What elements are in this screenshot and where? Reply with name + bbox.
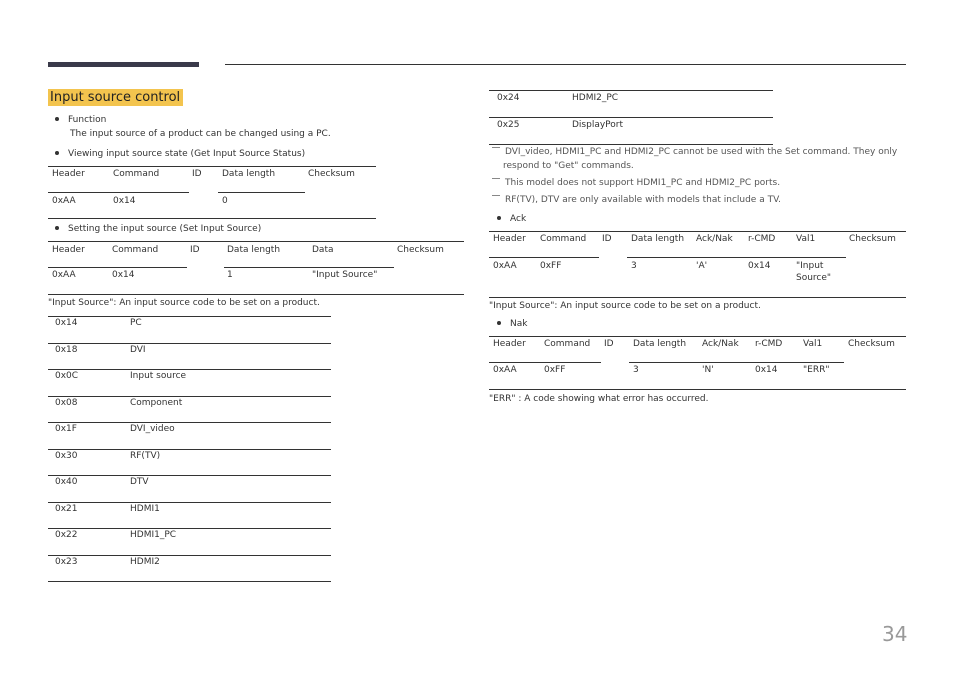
table-header-cell: Checksum — [849, 234, 896, 244]
table-header-cell: r-CMD — [755, 339, 783, 349]
code-cell: 0x18 — [55, 344, 78, 355]
header-rule — [225, 64, 906, 65]
source-name-cell: PC — [130, 318, 142, 328]
bullet-dot-icon — [497, 216, 501, 220]
table-cell: 'N' — [702, 365, 714, 375]
err-description: "ERR" : A code showing what error has occurred. — [489, 394, 709, 404]
note-dash-icon — [492, 178, 500, 179]
bullet-dot-icon — [55, 117, 59, 121]
table-cell: 0xAA — [52, 196, 76, 206]
table-cell: Source" — [796, 273, 832, 283]
table-header-cell: ID — [602, 234, 612, 244]
table-cell: "ERR" — [803, 365, 830, 375]
table-header-cell: Header — [493, 339, 526, 349]
section-title: Input source control — [48, 89, 183, 106]
source-name-cell: DTV — [130, 477, 149, 487]
input-source-description-right: "Input Source": An input source code to be set on a product. — [489, 301, 761, 311]
input-source-description: "Input Source": An input source code to be set on a product. — [48, 298, 320, 308]
table-header-cell: Header — [493, 234, 526, 244]
table-cell: 3 — [631, 261, 637, 271]
page-number: 34 — [882, 622, 908, 646]
table-header-cell: Data length — [633, 339, 687, 349]
table-header-cell: Ack/Nak — [702, 339, 739, 349]
table-header-cell: Command — [544, 339, 591, 349]
table-cell: "Input — [796, 261, 824, 271]
note-tv-models: RF(TV), DTV are only available with models that include a TV. — [492, 195, 781, 205]
code-cell: 0x40 — [55, 477, 78, 487]
table-header-cell: Command — [112, 245, 159, 255]
source-name-cell: Component — [130, 397, 183, 408]
row-divider — [48, 369, 331, 370]
table-cell: 0xFF — [544, 365, 566, 375]
table-header-cell: Val1 — [803, 339, 823, 349]
bullet-nak: Nak — [497, 319, 527, 329]
source-name-cell: Input source — [130, 371, 187, 381]
table-cell: 0 — [222, 196, 228, 206]
code-cell: 0x22 — [55, 530, 78, 540]
source-name-cell: DVI — [130, 344, 146, 355]
note-set-command: DVI_video, HDMI1_PC and HDMI2_PC cannot be used with the Set command. They only — [492, 147, 897, 157]
source-name-cell: HDMI2 — [130, 556, 160, 567]
code-cell: 0x08 — [55, 397, 78, 408]
bullet-dot-icon — [55, 226, 59, 230]
row-divider — [48, 422, 331, 423]
source-name-cell: HDMI2_PC — [572, 93, 619, 103]
row-divider — [48, 475, 331, 476]
table-cell: 0xAA — [493, 261, 517, 271]
source-name-cell: RF(TV) — [130, 450, 161, 461]
note-ports: This model does not support HDMI1_PC and HDMI2_PC ports. — [492, 178, 780, 188]
table-header-cell: Val1 — [796, 234, 816, 244]
table-header-cell: Data length — [631, 234, 685, 244]
code-cell: 0x1F — [55, 424, 77, 434]
note-dash-icon — [492, 195, 500, 196]
bullet-dot-icon — [55, 151, 59, 155]
table-cell: 0x14 — [113, 196, 136, 206]
header-accent-bar — [48, 62, 199, 67]
row-divider — [48, 449, 331, 450]
row-divider — [48, 343, 331, 344]
bullet-ack: Ack — [497, 214, 526, 224]
table-header-cell: Header — [52, 245, 85, 255]
table-cell: 0xAA — [52, 270, 76, 280]
table-header-cell: Data length — [222, 169, 276, 179]
source-name-cell: DisplayPort — [572, 120, 624, 130]
table-cell: "Input Source" — [312, 270, 378, 280]
table-header-cell: Command — [113, 169, 160, 179]
source-name-cell: HDMI1 — [130, 503, 160, 514]
table-cell: 'A' — [696, 261, 708, 271]
table-cell: 0xAA — [493, 365, 517, 375]
table-cell: 0x14 — [748, 261, 771, 271]
row-divider — [489, 144, 773, 145]
table-header-cell: Checksum — [397, 245, 444, 255]
source-name-cell: HDMI1_PC — [130, 530, 177, 540]
table-cell: 0x14 — [755, 365, 778, 375]
table-header-cell: Command — [540, 234, 587, 244]
bullet-get-status: Viewing input source state (Get Input Source Status) — [55, 149, 305, 159]
row-divider — [48, 528, 331, 529]
table-cell: 0xFF — [540, 261, 562, 271]
note-dash-icon — [492, 147, 500, 148]
row-divider — [48, 555, 331, 556]
row-divider — [48, 396, 331, 397]
bullet-dot-icon — [497, 321, 501, 325]
code-cell: 0x25 — [497, 120, 520, 130]
row-divider — [48, 581, 331, 582]
table-header-cell: Data — [312, 245, 334, 255]
code-cell: 0x30 — [55, 450, 78, 461]
code-cell: 0x24 — [497, 93, 520, 103]
table-header-cell: Checksum — [848, 339, 895, 349]
table-cell: 0x14 — [112, 270, 135, 280]
table-header-cell: ID — [190, 245, 200, 255]
code-cell: 0x23 — [55, 556, 78, 567]
table-cell: 1 — [227, 270, 233, 280]
code-cell: 0x14 — [55, 318, 78, 328]
function-description: The input source of a product can be changed using a PC. — [70, 129, 331, 139]
table-header-cell: Data length — [227, 245, 281, 255]
code-cell: 0x21 — [55, 503, 78, 514]
table-header-cell: r-CMD — [748, 234, 776, 244]
bullet-set-input: Setting the input source (Set Input Source) — [55, 224, 261, 234]
table-header-cell: ID — [192, 169, 202, 179]
code-cell: 0x0C — [55, 371, 79, 381]
table-cell: 3 — [633, 365, 639, 375]
row-divider — [48, 502, 331, 503]
table-header-cell: Ack/Nak — [696, 234, 733, 244]
note-set-command-line2: respond to "Get" commands. — [503, 161, 634, 171]
table-header-cell: ID — [604, 339, 614, 349]
row-divider — [489, 117, 773, 118]
table-header-cell: Checksum — [308, 169, 355, 179]
table-header-cell: Header — [52, 169, 85, 179]
bullet-function: Function — [55, 115, 106, 125]
source-name-cell: DVI_video — [130, 424, 175, 434]
